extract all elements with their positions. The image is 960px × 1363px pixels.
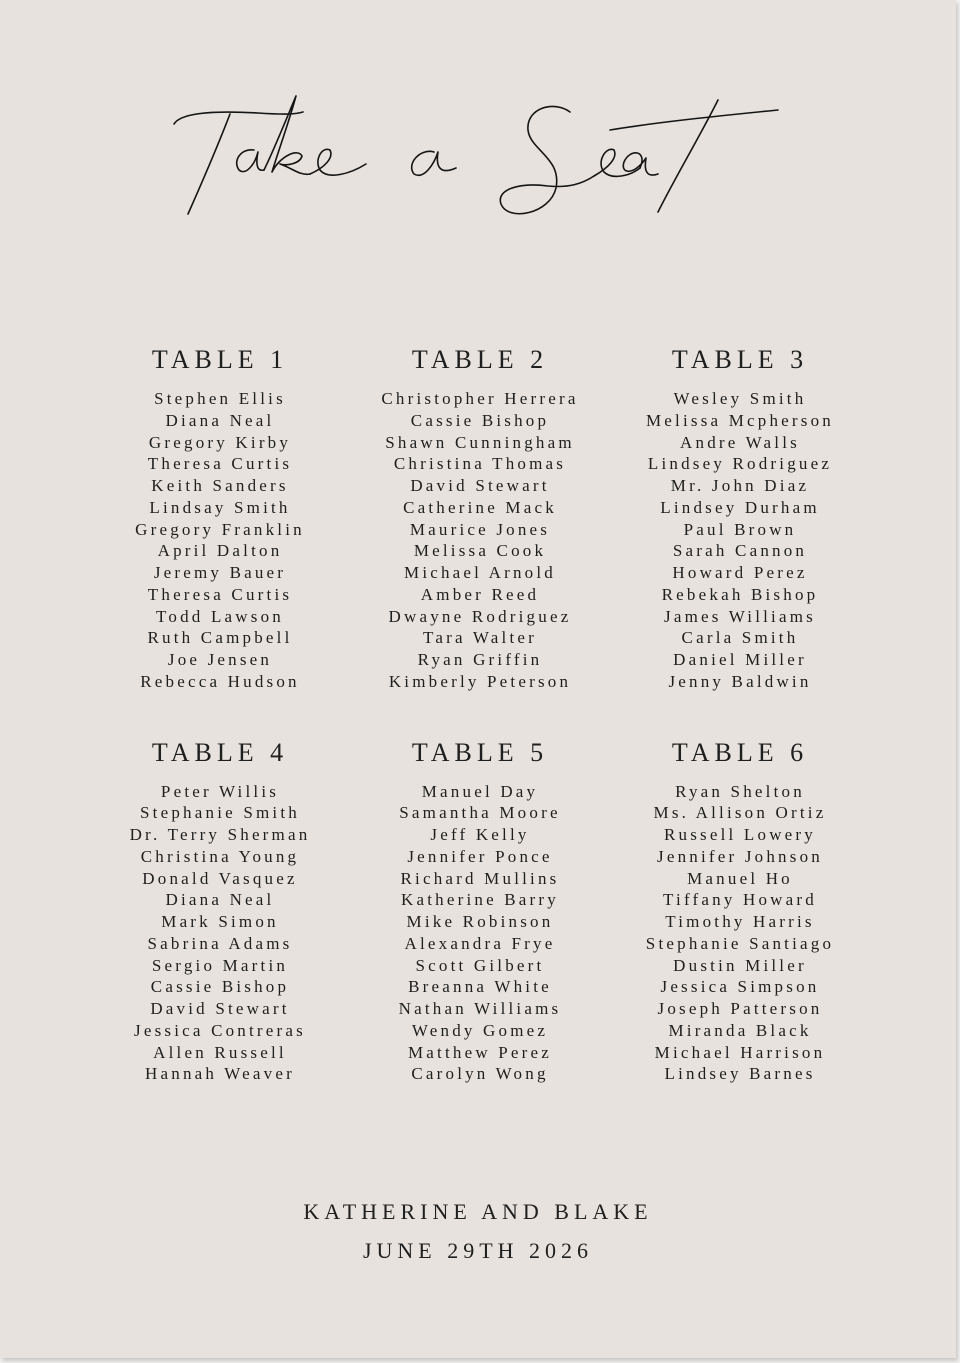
table-5 bbox=[350, 737, 610, 1086]
guest-name: Theresa Curtis bbox=[147, 454, 293, 474]
guest-name: Christina Young bbox=[140, 846, 300, 866]
table-heading: TABLE 5 bbox=[411, 737, 549, 767]
guest-name: Wendy Gomez bbox=[411, 1020, 549, 1040]
guest-name: Mark Simon bbox=[161, 912, 279, 931]
table-heading: TABLE 4 bbox=[151, 737, 289, 767]
guest-name: Ruth Campbell bbox=[147, 628, 293, 648]
guest-name: Tiffany Howard bbox=[663, 890, 817, 910]
guest-name: Alexandra Frye bbox=[404, 933, 556, 953]
table-heading: TABLE 1 bbox=[151, 345, 289, 374]
guest-name: Michael Arnold bbox=[404, 563, 556, 582]
guest-name: Diana Neal bbox=[165, 890, 275, 910]
guest-list bbox=[90, 388, 350, 693]
guest-name: Matthew Perez bbox=[407, 1042, 553, 1062]
guest-name: Sabrina Adams bbox=[147, 933, 293, 953]
guest-name: Andre Walls bbox=[680, 432, 800, 452]
guest-name: Jessica Contreras bbox=[134, 1020, 306, 1040]
guest-name: Tara Walter bbox=[423, 628, 537, 648]
guest-name: Maurice Jones bbox=[409, 519, 551, 539]
guest-name: Sergio Martin bbox=[151, 955, 289, 975]
guest-list bbox=[350, 388, 610, 693]
guest-name: Katherine Barry bbox=[401, 890, 559, 910]
guest-name: Jennifer Ponce bbox=[407, 846, 553, 866]
guest-name: Dustin Miller bbox=[673, 955, 807, 975]
table-heading: TABLE 3 bbox=[671, 345, 809, 374]
guest-name: Timothy Harris bbox=[665, 912, 815, 931]
guest-name: Allen Russell bbox=[153, 1042, 287, 1062]
table-heading: TABLE 2 bbox=[411, 345, 549, 374]
guest-list bbox=[610, 781, 870, 1086]
guest-name: Lindsey Rodriguez bbox=[647, 454, 833, 474]
couple-names: KATHERINE AND BLAKE bbox=[303, 1199, 653, 1224]
guest-name: Cassie Bishop bbox=[410, 410, 550, 430]
guest-name: Joseph Patterson bbox=[657, 999, 823, 1018]
guest-name: Wesley Smith bbox=[673, 389, 807, 408]
guest-name: Dr. Terry Sherman bbox=[129, 825, 311, 844]
guest-name: Paul Brown bbox=[683, 519, 797, 539]
guest-name: Manuel Ho bbox=[687, 868, 793, 888]
guest-name: Hannah Weaver bbox=[145, 1064, 295, 1084]
tables-grid bbox=[90, 344, 870, 1085]
guest-name: Sarah Cannon bbox=[672, 541, 808, 561]
table-4 bbox=[90, 737, 350, 1086]
table-heading: TABLE 6 bbox=[671, 737, 809, 767]
guest-name: Howard Perez bbox=[672, 563, 808, 582]
guest-name: Jenny Baldwin bbox=[668, 671, 812, 691]
guest-name: Todd Lawson bbox=[156, 606, 284, 626]
table-1 bbox=[90, 344, 350, 693]
guest-name: Dwayne Rodriguez bbox=[388, 606, 572, 626]
guest-name: Amber Reed bbox=[420, 584, 540, 604]
guest-name: Peter Willis bbox=[160, 781, 280, 801]
guest-name: Rebekah Bishop bbox=[661, 584, 819, 604]
guest-name: Catherine Mack bbox=[403, 497, 557, 517]
event-date: JUNE 29TH 2026 bbox=[362, 1238, 594, 1263]
guest-name: Stephanie Smith bbox=[140, 803, 300, 823]
guest-list bbox=[350, 781, 610, 1086]
guest-name: Samantha Moore bbox=[399, 803, 561, 823]
guest-name: Nathan Williams bbox=[398, 999, 562, 1018]
guest-list bbox=[610, 388, 870, 693]
guest-name: Joe Jensen bbox=[167, 650, 273, 669]
guest-name: Russell Lowery bbox=[664, 825, 816, 844]
guest-name: Ms. Allison Ortiz bbox=[653, 803, 827, 823]
guest-name: David Stewart bbox=[150, 999, 290, 1018]
footer bbox=[0, 1192, 956, 1270]
table-2 bbox=[350, 344, 610, 693]
guest-name: Mr. John Diaz bbox=[670, 476, 810, 495]
guest-name: Miranda Black bbox=[668, 1020, 812, 1040]
guest-name: April Dalton bbox=[157, 541, 283, 561]
guest-name: Stephen Ellis bbox=[154, 389, 286, 408]
script-title bbox=[0, 60, 956, 250]
guest-name: Manuel Day bbox=[421, 781, 539, 801]
guest-name: Carla Smith bbox=[681, 628, 799, 648]
guest-name: Scott Gilbert bbox=[415, 955, 545, 975]
guest-name: Christopher Herrera bbox=[381, 389, 579, 408]
guest-name: Lindsey Barnes bbox=[664, 1064, 816, 1084]
guest-name: Lindsay Smith bbox=[149, 497, 291, 517]
guest-name: James Williams bbox=[664, 606, 816, 626]
guest-name: Ryan Shelton bbox=[675, 781, 805, 801]
guest-name: Ryan Griffin bbox=[417, 650, 543, 669]
guest-name: Gregory Kirby bbox=[148, 432, 292, 452]
guest-name: Melissa Mcpherson bbox=[645, 410, 835, 430]
guest-name: Theresa Curtis bbox=[147, 584, 293, 604]
guest-name: Jeremy Bauer bbox=[153, 563, 287, 582]
guest-name: Keith Sanders bbox=[151, 476, 289, 495]
guest-name: Carolyn Wong bbox=[411, 1064, 549, 1084]
guest-list bbox=[90, 781, 350, 1086]
guest-name: Daniel Miller bbox=[673, 650, 807, 669]
guest-name: Jeff Kelly bbox=[430, 825, 530, 844]
guest-name: Lindsey Durham bbox=[660, 497, 820, 517]
guest-name: Gregory Franklin bbox=[135, 519, 305, 539]
guest-name: Jennifer Johnson bbox=[657, 846, 823, 866]
table-3 bbox=[610, 344, 870, 693]
guest-name: Rebecca Hudson bbox=[140, 671, 300, 691]
guest-name: Donald Vasquez bbox=[142, 868, 298, 888]
guest-name: Christina Thomas bbox=[393, 454, 567, 474]
guest-name: Mike Robinson bbox=[406, 912, 554, 931]
guest-name: Richard Mullins bbox=[400, 868, 560, 888]
guest-name: Michael Harrison bbox=[654, 1042, 826, 1062]
guest-name: Kimberly Peterson bbox=[388, 671, 572, 691]
guest-name: Jessica Simpson bbox=[660, 977, 820, 997]
guest-name: Cassie Bishop bbox=[150, 977, 290, 997]
guest-name: David Stewart bbox=[410, 476, 550, 495]
guest-name: Shawn Cunningham bbox=[385, 432, 575, 452]
table-6 bbox=[610, 737, 870, 1086]
guest-name: Melissa Cook bbox=[413, 541, 547, 561]
guest-name: Diana Neal bbox=[165, 410, 275, 430]
guest-name: Breanna White bbox=[408, 977, 552, 997]
script-title-lettering bbox=[158, 60, 798, 250]
guest-name: Stephanie Santiago bbox=[645, 933, 835, 953]
